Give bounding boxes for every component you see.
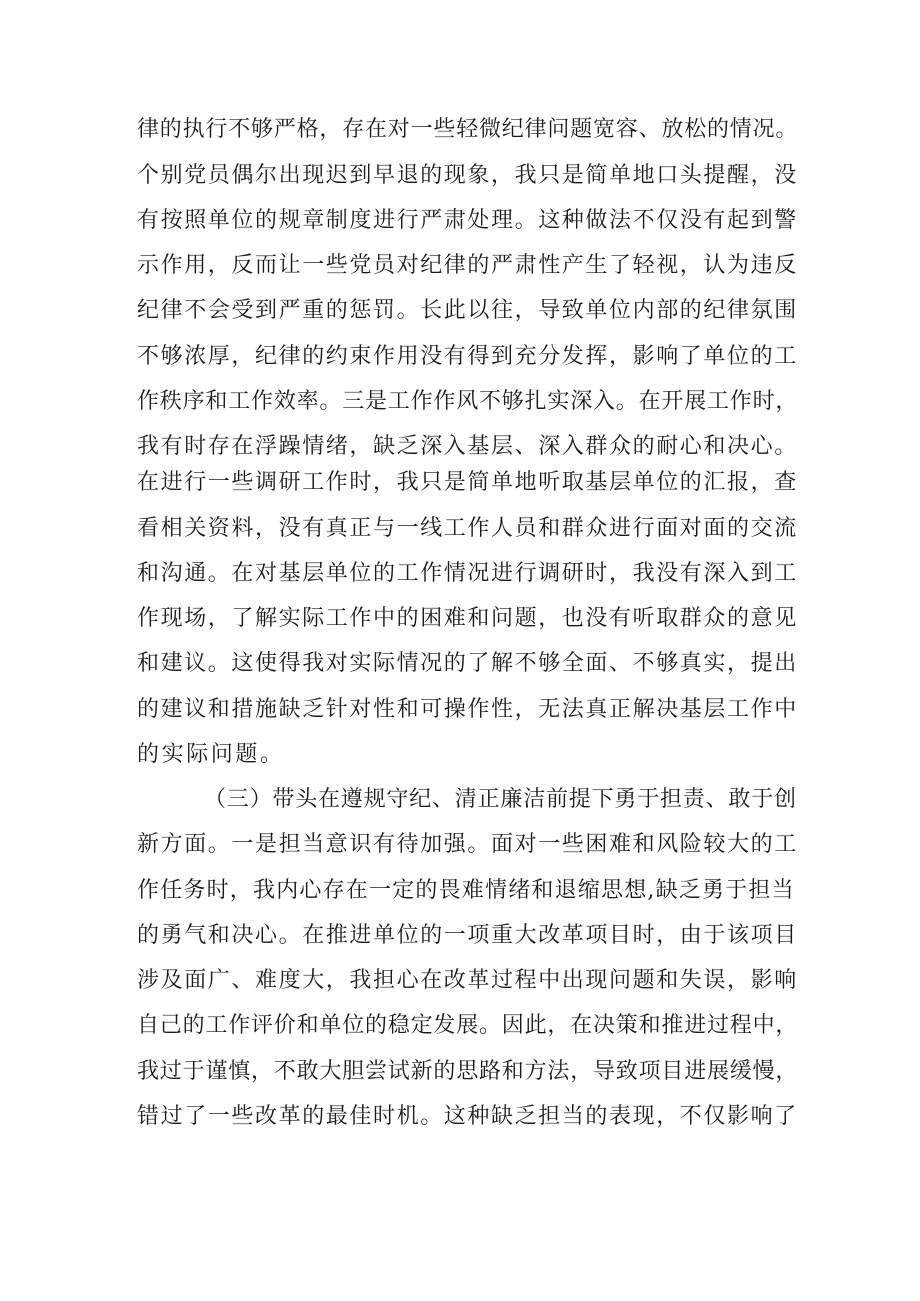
text-line: 律的执行不够严格，存在对一些轻微纪律问题宽容、放松的情况。: [137, 117, 799, 142]
text-line: 的勇气和决心。在推进单位的一项重大改革项目时，由于该项目: [137, 923, 798, 948]
text-line: 不够浓厚，纪律的约束作用没有得到充分发挥，影响了单位的工: [137, 344, 798, 369]
text-line: 和沟通。在对基层单位的工作情况进行调研时，我没有深入到工: [137, 561, 798, 586]
text-line: 在进行一些调研工作时，我只是简单地听取基层单位的汇报，查: [137, 470, 798, 495]
text-line: 示作用，反而让一些党员对纪律的严肃性产生了轻视，认为违反: [137, 253, 798, 278]
text-line: 涉及面广、难度大，我担心在改革过程中出现问题和失误，影响: [137, 968, 798, 993]
text-line: 的实际问题。: [137, 742, 285, 767]
text-line: 和建议。这使得我对实际情况的了解不够全面、不够真实，提出: [137, 651, 798, 676]
text-line: 我有时存在浮躁情绪，缺乏深入基层、深入群众的耐心和决心。: [137, 434, 798, 459]
text-line: 有按照单位的规章制度进行严肃处理。这种做法不仅没有起到警: [137, 208, 798, 233]
text-line: 新方面。一是担当意识有待加强。面对一些困难和风险较大的工: [137, 832, 798, 857]
text-line: 错过了一些改革的最佳时机。这种缺乏担当的表现，不仅影响了: [137, 1104, 798, 1129]
text-line: 我过于谨慎，不敢大胆尝试新的思路和方法，导致项目进展缓慢，: [137, 1059, 799, 1084]
text-line: 自己的工作评价和单位的稳定发展。因此，在决策和推进过程中，: [137, 1013, 799, 1038]
text-line: 作秩序和工作效率。三是工作作风不够扎实深入。在开展工作时，: [137, 389, 799, 414]
text-line: 作现场，了解实际工作中的困难和问题，也没有听取群众的意见: [137, 606, 798, 631]
text-line: 纪律不会受到严重的惩罚。长此以往，导致单位内部的纪律氛围: [137, 298, 798, 323]
text-line: 的建议和措施缺乏针对性和可操作性，无法真正解决基层工作中: [137, 697, 798, 722]
text-line: 个别党员偶尔出现迟到早退的现象，我只是简单地口头提醒，没: [137, 163, 798, 188]
text-line: 看相关资料，没有真正与一线工作人员和群众进行面对面的交流: [137, 516, 798, 541]
text-line: 作任务时，我内心存在一定的畏难情绪和退缩思想,缺乏勇于担当: [137, 878, 795, 903]
section-heading-line: （三）带头在遵规守纪、清正廉洁前提下勇于担责、敢于创: [204, 787, 797, 812]
